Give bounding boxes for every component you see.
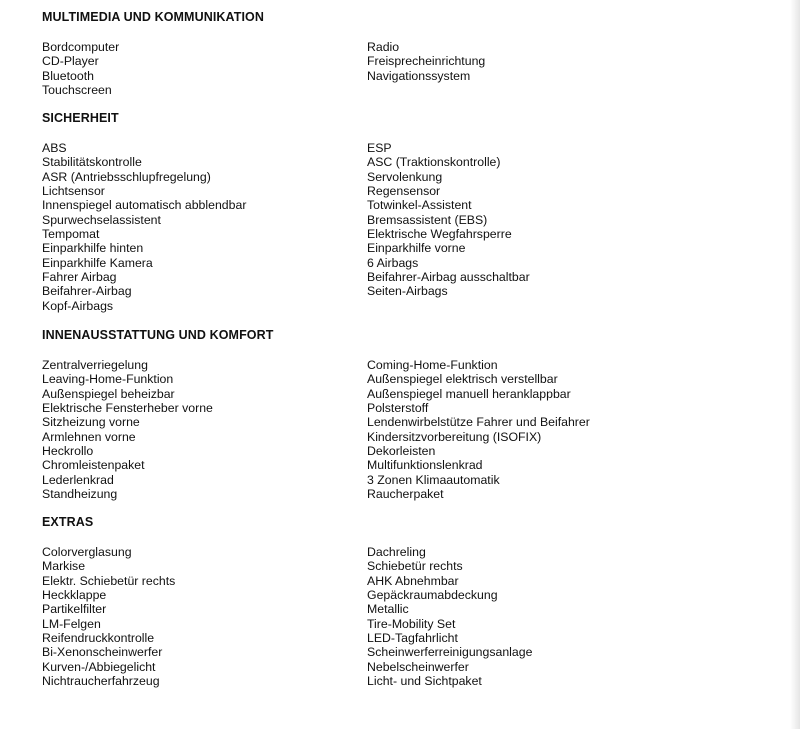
list-item: Tempomat [42,227,100,242]
list-item: CD-Player [42,54,99,69]
list-item: ABS [42,141,67,155]
list-item: Fahrer Airbag [42,270,117,285]
section-title: MULTIMEDIA UND KOMMUNIKATION [42,10,264,24]
list-item: Sitzheizung vorne [42,415,140,430]
list-item: Außenspiegel beheizbar [42,386,175,401]
list-item: Einparkhilfe hinten [42,241,144,256]
list-item: LED-Tagfahrlicht [367,631,458,646]
list-item: Dachreling [367,545,426,559]
list-item: Chromleistenpaket [42,458,145,473]
list-item: Kindersitzvorbereitung (ISOFIX) [367,429,542,444]
list-item: Innenspiegel automatisch abblendbar [42,198,247,213]
list-item: 6 Airbags [367,255,419,270]
list-item: Bordcomputer [42,40,120,54]
list-item: Coming-Home-Funktion [367,358,498,372]
list-item: Bi-Xenonscheinwerfer [42,645,163,660]
list-item: Servolenkung [367,169,443,184]
list-item: ASR (Antriebsschlupfregelung) [42,169,211,184]
page-edge [790,0,800,729]
list-item: Dekorleisten [367,444,436,459]
list-item: Schiebetür rechts [367,559,463,574]
list-item: Beifahrer-Airbag [42,284,132,299]
list-item: Totwinkel-Assistent [367,198,472,213]
list-item: Seiten-Airbags [367,284,448,299]
list-item: AHK Abnehmbar [367,573,459,588]
list-item: Lichtsensor [42,184,105,199]
list-item: Nichtraucherfahrzeug [42,674,160,689]
list-item: Touchscreen [42,83,112,98]
list-item: Bluetooth [42,68,94,83]
list-item: Polsterstoff [367,401,429,416]
list-item: Armlehnen vorne [42,429,136,444]
list-item: 3 Zonen Klimaautomatik [367,472,500,487]
list-item: Elektr. Schiebetür rechts [42,573,176,588]
list-item: Raucherpaket [367,487,444,502]
list-item: Multifunktionslenkrad [367,458,483,473]
list-item: Kurven-/Abbiegelicht [42,659,156,674]
list-item: Scheinwerferreinigungsanlage [367,645,533,660]
list-item: Metallic [367,602,409,617]
list-item: Außenspiegel elektrisch verstellbar [367,372,558,387]
list-item: Stabilitätskontrolle [42,155,142,170]
section-title: INNENAUSSTATTUNG UND KOMFORT [42,328,274,342]
section-extras [42,515,762,688]
list-item: Nebelscheinwerfer [367,659,469,674]
list-item: Einparkhilfe vorne [367,241,466,256]
list-item [367,83,762,97]
list-item: Einparkhilfe Kamera [42,255,153,270]
list-item: Radio [367,40,400,54]
list-item: Lendenwirbelstütze Fahrer und Beifahrer [367,415,590,430]
list-item: Standheizung [42,487,118,502]
section-title: EXTRAS [42,515,94,529]
list-item: ASC (Traktionskontrolle) [367,155,501,170]
list-item: ESP [367,141,392,155]
list-item: Spurwechselassistent [42,212,161,227]
list-item: Leaving-Home-Funktion [42,372,174,387]
list-item: Freisprecheinrichtung [367,54,486,69]
list-item: Regensensor [367,184,441,199]
list-item: Kopf-Airbags [42,298,114,313]
list-item: Heckrollo [42,444,94,459]
list-item: Navigationssystem [367,68,471,83]
list-item: Lederlenkrad [42,472,114,487]
list-item: Zentralverriegelung [42,358,148,372]
list-item: Partikelfilter [42,602,107,617]
list-item: Tire-Mobility Set [367,616,456,631]
section-title: SICHERHEIT [42,111,119,125]
list-item: Elektrische Fensterheber vorne [42,401,213,416]
list-item: Beifahrer-Airbag ausschaltbar [367,270,530,285]
list-item: Elektrische Wegfahrsperre [367,227,512,242]
list-item: Licht- und Sichtpaket [367,674,482,689]
list-item [367,299,762,313]
feature-list [42,141,762,313]
section-multimedia [42,10,762,97]
list-item: Colorverglasung [42,545,132,559]
list-item: LM-Felgen [42,616,101,631]
list-item: Markise [42,559,86,574]
feature-list [42,358,762,501]
feature-list [42,545,762,688]
list-item: Heckklappe [42,588,107,603]
section-sicherheit [42,111,762,313]
feature-list [42,40,762,97]
section-innenausstattung [42,328,762,501]
list-item: Gepäckraumabdeckung [367,588,498,603]
list-item: Reifendruckkontrolle [42,631,155,646]
list-item: Außenspiegel manuell heranklappbar [367,386,571,401]
list-item: Bremsassistent (EBS) [367,212,488,227]
